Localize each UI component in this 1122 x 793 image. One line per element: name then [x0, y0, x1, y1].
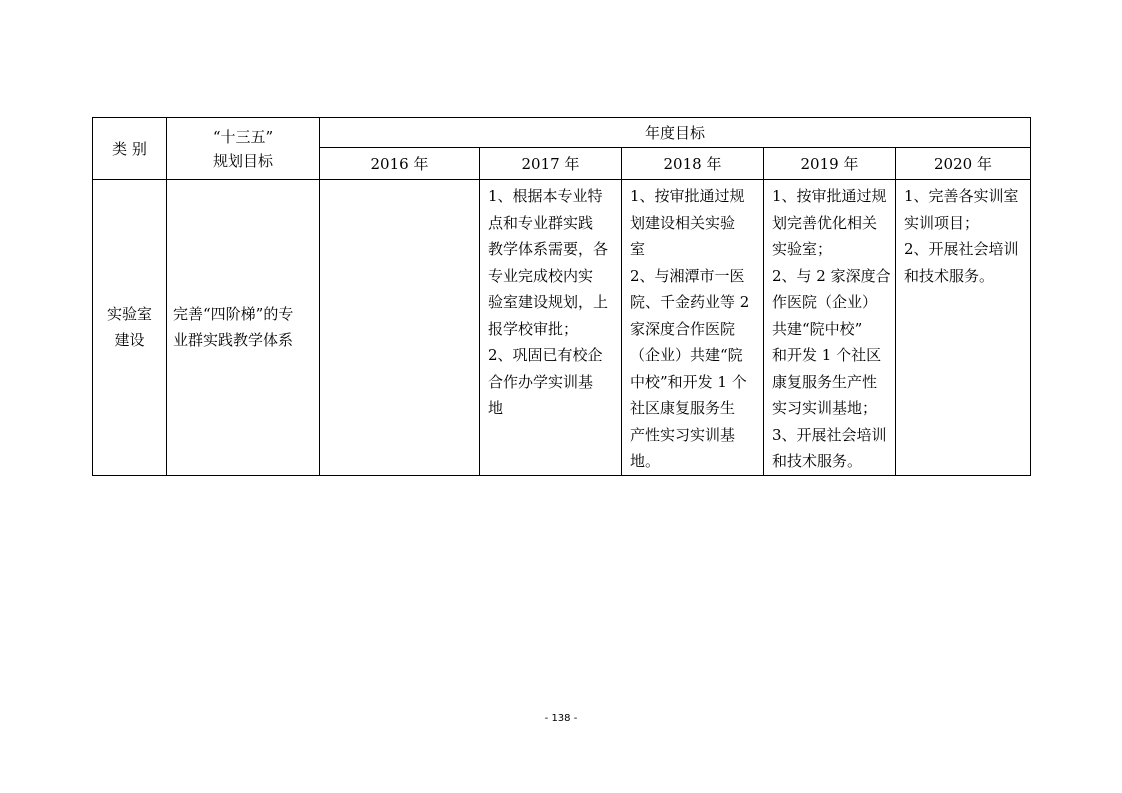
year-header-2017: 2017 年 — [480, 148, 622, 180]
annual-targets-header — [320, 118, 1031, 148]
target-text-line: 和开发 1 个社区 — [772, 346, 882, 364]
target-text-line: 划建设相关实验 — [630, 213, 736, 232]
target-text-line: 3、开展社会培训 — [772, 425, 887, 444]
target-text-line: 报学校审批； — [488, 319, 579, 338]
category-header-label: 类 别 — [112, 140, 147, 158]
target-text-line: 院、千金药业等 2 — [630, 293, 750, 311]
target-text-line: 1、根据本专业特 — [488, 187, 603, 205]
target-text-line: 教学体系需要，各 — [488, 240, 609, 258]
plan-goal-line: 业群实践教学体系 — [173, 331, 294, 350]
target-text-line: 1、完善各实训室 — [904, 187, 1019, 205]
target-text-line: 和技术服务。 — [772, 452, 863, 470]
target-text-line: 家深度合作医院 — [630, 319, 736, 338]
target-text-line: 地。 — [630, 452, 661, 470]
target-text-line: 2、巩固已有校企 — [488, 346, 603, 364]
target-text-line: 验室建设规划，上 — [488, 293, 609, 311]
target-text-line: 实习实训基地； — [772, 399, 878, 417]
category-header — [93, 118, 167, 180]
header-row-1 — [93, 118, 1031, 148]
target-text-line: 产性实习实训基 — [630, 425, 736, 444]
target-text-line: 点和专业群实践 — [488, 213, 594, 232]
target-2020-cell — [896, 180, 1031, 476]
target-text-line: 室 — [630, 240, 646, 258]
plan-header-label: 规划目标 — [212, 151, 273, 170]
year-header-2019: 2019 年 — [764, 148, 896, 180]
category-cell — [93, 180, 167, 476]
target-text-line: 地 — [488, 399, 504, 417]
target-text-line: 实验室； — [772, 240, 833, 258]
year-header-2018: 2018 年 — [622, 148, 764, 180]
target-text-line: 2、与湘潭市一医 — [630, 266, 745, 285]
page-number: - 138 - — [544, 713, 578, 724]
target-text-line: 2、与 2 家深度合 — [772, 266, 891, 285]
plan-target-header — [167, 118, 320, 180]
annual-targets-table — [92, 117, 1031, 476]
target-2016-cell — [320, 180, 480, 476]
target-text-line: 划完善优化相关 — [772, 213, 878, 232]
target-text-line: 1、按审批通过规 — [630, 187, 745, 205]
target-2018-cell — [622, 180, 764, 476]
target-text-line: 合作办学实训基 — [488, 372, 594, 391]
year-header-2020: 2020 年 — [896, 148, 1031, 180]
target-2017-cell — [480, 180, 622, 476]
target-text-line: 社区康复服务生 — [630, 399, 736, 417]
target-2019-cell — [764, 180, 896, 476]
table-row — [93, 180, 1031, 476]
target-text-line: 2、开展社会培训 — [904, 240, 1019, 258]
target-text-line: 1、按审批通过规 — [772, 187, 887, 205]
year-header-2016: 2016 年 — [320, 148, 480, 180]
target-text-line: 专业完成校内实 — [488, 266, 594, 285]
target-text-line: 康复服务生产性 — [772, 372, 878, 391]
category-line: 实验室 — [106, 305, 152, 324]
target-text-line: 中校”和开发 1 个 — [630, 372, 747, 391]
plan-goal-cell — [167, 180, 320, 476]
category-line: 建设 — [114, 331, 145, 350]
target-text-line: 作医院（企业） — [772, 293, 878, 311]
annual-targets-label: 年度目标 — [644, 124, 705, 142]
target-text-line: 和技术服务。 — [904, 266, 995, 285]
plan-goal-line: 完善“四阶梯”的专 — [173, 305, 294, 324]
target-text-line: 实训项目； — [904, 213, 980, 232]
target-text-line: 共建“院中校” — [772, 319, 863, 338]
target-text-line: （企业）共建“院 — [630, 346, 743, 364]
plan-header-quote: “十三五” — [212, 127, 274, 146]
